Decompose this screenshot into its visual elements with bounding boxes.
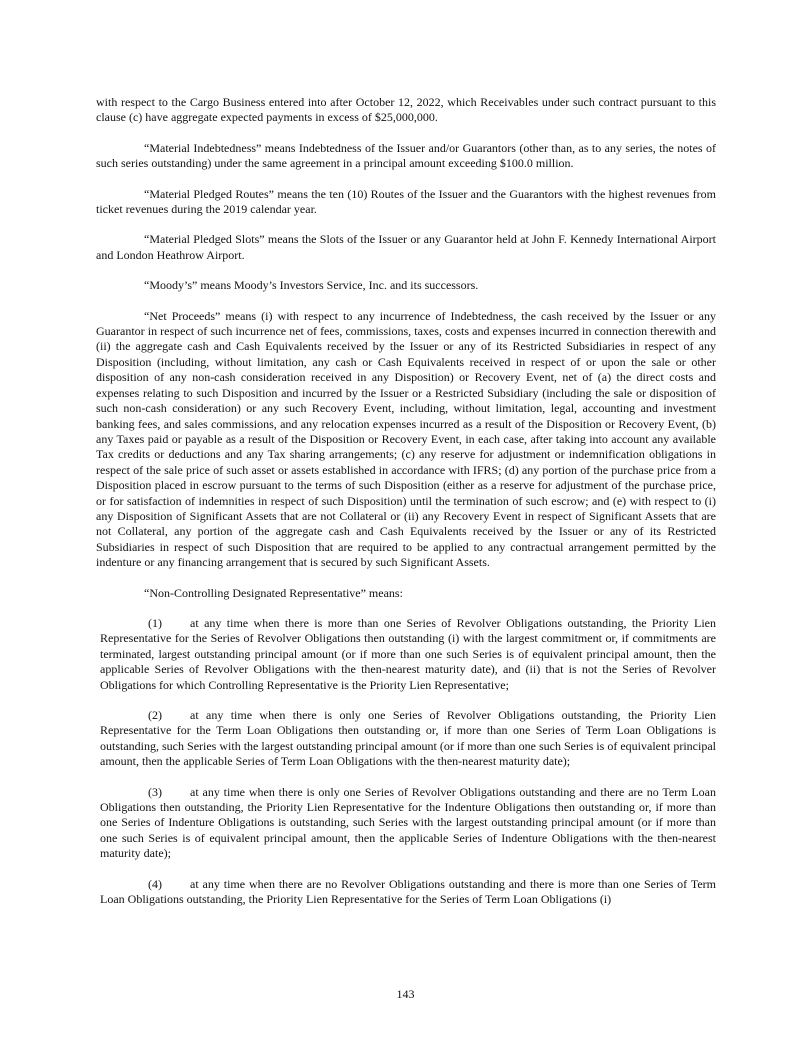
definition-non-controlling-designated-representative: “Non-Controlling Designated Representative” means: bbox=[144, 585, 403, 600]
page-number: 143 bbox=[396, 987, 415, 1001]
definition-net-proceeds: “Net Proceeds” means (i) with respect to any incurrence of Indebtedness, the cash received by the Issuer or any Guarantor in respect of such incurrence net of fees, commissions, taxes, costs and expenses incurred in connection therewith and (ii) the aggregate cash and Cash Equivalents received by the Issuer or any of its Restricted Subsidiaries in respect of any Disposition (including, without limitation, any cash or Cash Equivalents received in respect of or upon the sale or other disposition of any non-cash consideration received in any Disposition) or Recovery Event, net of (a) the direct costs and expenses relating to such Disposition and incurred by the Issuer or a Restricted Subsidiary (including the sale or disposition of such non-cash consideration) or any such Recovery Event, including, without limitation, legal, accounting and investment banking fees, and sales commissions, and any relocation expenses incurred as a result of the Disposition or Recovery Event, (b) any Taxes paid or payable as a result of the Disposition or Recovery Event, in each case, after taking into account any available Tax credits or deductions and any Tax sharing arrangements; (c) any reserve for adjustment or indemnification obligations in respect of the sale price of such asset or assets established in accordance with IFRS; (d) any portion of the purchase price from a Disposition placed in escrow pursuant to the terms of such Disposition (either as a reserve for adjustment of the purchase price, or for satisfaction of indemnities in respect of such Disposition) until the termination of such escrow; and (e) with respect to (i) any Disposition of Significant Assets that are not Collateral or (ii) any Recovery Event in respect of Significant Assets that are not Collateral, any portion of the aggregate cash and Cash Equivalents received by the Issuer or any of its Restricted Subsidiaries in respect of such Disposition that are required to be applied to any contractual arrangement permitted by the indenture or any financing arrangement that is secured by such Significant Assets. bbox=[96, 308, 716, 570]
clause-text: at any time when there are no Revolver Obligations outstanding and there is more than one Series of Term Loan Obligations outstanding, the Priority Lien Representative for the Series of Term Loan Obligations (i) bbox=[100, 876, 716, 907]
paragraph-receivables-continuation: with respect to the Cargo Business entered into after October 12, 2022, which Receivables under such contract pursuant to this clause (c) have aggregate expected payments in excess of $25,000,000. bbox=[96, 95, 716, 125]
clause-text: at any time when there is only one Series of Revolver Obligations outstanding and there are no Term Loan Obligations then outstanding, the Priority Lien Representative for the Indenture Obligations then outstanding or, if more than one Series of Indenture Obligations is outstanding, such Series with the largest outstanding principal amount (or if more than one such Series is of equivalent principal amount, then the applicable Series of Indenture Obligations with the then-nearest maturity date); bbox=[100, 784, 716, 861]
document-page bbox=[96, 95, 716, 922]
clause-2 bbox=[96, 708, 716, 770]
clause-4 bbox=[96, 877, 716, 908]
clause-number: (3) bbox=[148, 784, 162, 799]
clause-3 bbox=[96, 785, 716, 862]
clause-1 bbox=[96, 616, 716, 693]
clause-number: (2) bbox=[148, 708, 162, 722]
definition-material-pledged-routes: “Material Pledged Routes” means the ten (10) Routes of the Issuer and the Guarantors with the highest revenues from ticket revenues during the 2019 calendar year. bbox=[96, 186, 716, 217]
definition-material-indebtedness: “Material Indebtedness” means Indebtedness of the Issuer and/or Guarantors (other than, as to any series, the notes of such series outstanding) under the same agreement in a principal amount exceeding $100.0 million. bbox=[96, 140, 716, 171]
definition-material-pledged-slots: “Material Pledged Slots” means the Slots of the Issuer or any Guarantor held at John F. Kennedy International Airport and London Heathrow Airport. bbox=[96, 232, 716, 262]
clause-number: (4) bbox=[148, 876, 162, 891]
definition-moodys: “Moody’s” means Moody’s Investors Service, Inc. and its successors. bbox=[144, 278, 479, 293]
clause-text: at any time when there is more than one Series of Revolver Obligations outstanding, the Priority Lien Representative for the Series of Revolver Obligations then outstanding (i) with the largest commitment or, if commitments are terminated, largest outstanding principal amount (or if more than one such Series is of equivalent principal amount, then the applicable Series of Revolver Obligations with the then-nearest maturity date), and (ii) that is not the Series of Revolver Obligations for which Controlling Representative is the Priority Lien Representative; bbox=[100, 615, 716, 692]
clause-number: (1) bbox=[148, 615, 162, 630]
clause-text: at any time when there is only one Series of Revolver Obligations outstanding, the Priority Lien Representative for the Term Loan Obligations then outstanding or, if more than one Series of Term Loan Obligations is outstanding, such Series with the largest outstanding principal amount (or if more than one such Series is of equivalent principal amount, then the applicable Series of Term Loan Obligations with the then-nearest maturity date); bbox=[100, 708, 716, 769]
